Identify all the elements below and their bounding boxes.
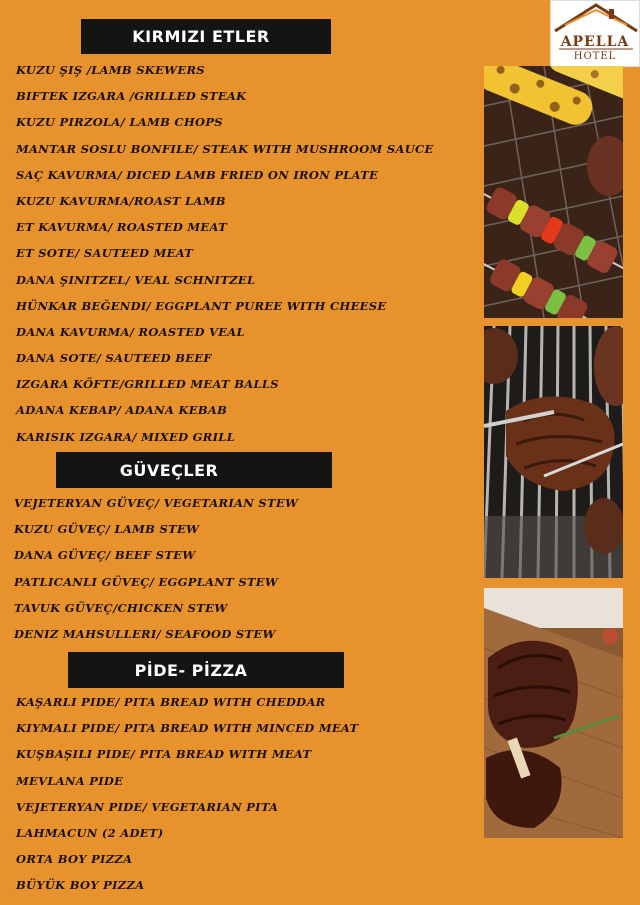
- menu-item: KUZU ŞIŞ /LAMB SKEWERS: [16, 63, 205, 77]
- menu-item: KUZU KAVURMA/ROAST LAMB: [16, 193, 226, 208]
- menu-item: ET KAVURMA/ ROASTED MEAT: [16, 220, 227, 235]
- menu-item: KUŞBAŞILI PIDE/ PITA BREAD WITH MEAT: [16, 747, 312, 762]
- menu-item: DANA ŞINITZEL/ VEAL SCHNITZEL: [16, 272, 256, 287]
- pide-pizza-list: [16, 689, 358, 899]
- section-title-text: KIRMIZI ETLER: [132, 27, 270, 46]
- menu-item: MANTAR SOSLU BONFILE/ STEAK WITH MUSHROOM SAUCE: [16, 141, 434, 156]
- section-title-red-meats: [81, 19, 331, 54]
- menu-item: BIFTEK IZGARA /GRILLED STEAK: [16, 89, 247, 104]
- menu-item: KAŞARLI PIDE/ PITA BREAD WITH CHEDDAR: [16, 695, 326, 709]
- logo-subtitle: HOTEL: [573, 51, 617, 62]
- grilled-corn-skewers-photo: [484, 66, 623, 318]
- section-title-pide-pizza: [68, 652, 344, 688]
- menu-item: KARISIK IZGARA/ MIXED GRILL: [16, 429, 236, 444]
- menu-item: DANA KAVURMA/ ROASTED VEAL: [16, 324, 245, 339]
- menu-item: KIYMALI PIDE/ PITA BREAD WITH MINCED MEAT: [16, 721, 359, 736]
- menu-item: TAVUK GÜVEÇ/CHICKEN STEW: [14, 600, 228, 615]
- logo-name: APELLA: [560, 34, 630, 50]
- menu-item: DENIZ MAHSULLERI/ SEAFOOD STEW: [14, 626, 276, 641]
- grilled-steak-photo: [484, 326, 623, 578]
- section-title-text: PİDE- PİZZA: [134, 660, 248, 680]
- menu-item: DANA GÜVEÇ/ BEEF STEW: [14, 548, 196, 563]
- menu-item: HÜNKAR BEĞENDI/ EGGPLANT PUREE WITH CHEESE: [16, 298, 387, 313]
- menu-item: KUZU GÜVEÇ/ LAMB STEW: [14, 522, 200, 537]
- menu-item: VEJETERYAN PIDE/ VEGETARIAN PITA: [16, 799, 279, 814]
- tbone-steak-board-photo: [484, 588, 623, 838]
- menu-item: VEJETERYAN GÜVEÇ/ VEGETARIAN STEW: [14, 496, 299, 510]
- hotel-logo: [550, 0, 640, 67]
- section-title-text: GÜVEÇLER: [119, 460, 219, 480]
- menu-item: ADANA KEBAP/ ADANA KEBAB: [16, 403, 228, 418]
- menu-item: DANA SOTE/ SAUTEED BEEF: [16, 351, 212, 366]
- menu-item: SAÇ KAVURMA/ DICED LAMB FRIED ON IRON PLATE: [16, 167, 379, 182]
- menu-item: MEVLANA PIDE: [16, 773, 124, 788]
- menu-item: ORTA BOY PIZZA: [16, 852, 133, 867]
- menu-item: ET SOTE/ SAUTEED MEAT: [16, 246, 194, 261]
- menu-item: LAHMACUN (2 ADET): [16, 825, 164, 840]
- menu-item: BÜYÜK BOY PIZZA: [16, 878, 145, 893]
- stews-list: [14, 490, 298, 647]
- section-title-stews: [56, 452, 332, 488]
- menu-item: KUZU PIRZOLA/ LAMB CHOPS: [16, 115, 223, 130]
- red-meats-list: [16, 57, 434, 450]
- menu-item: PATLICANLI GÜVEÇ/ EGGPLANT STEW: [14, 574, 279, 589]
- menu-item: IZGARA KÖFTE/GRILLED MEAT BALLS: [16, 377, 279, 392]
